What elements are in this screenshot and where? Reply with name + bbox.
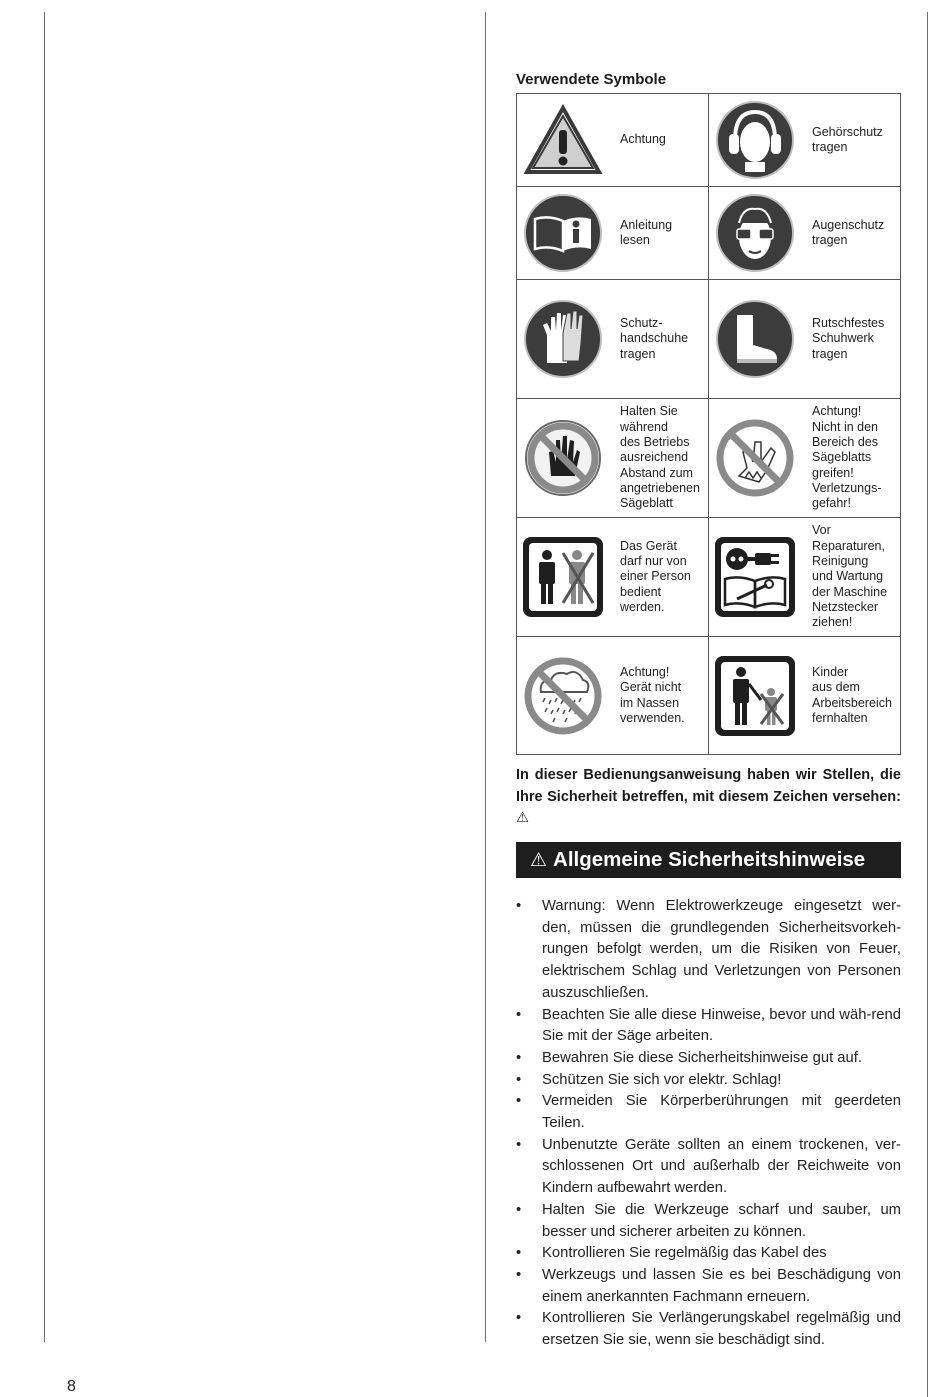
symbol-cell — [709, 399, 901, 518]
bullet-marker: • — [516, 1006, 522, 1023]
bullet-marker: • — [516, 898, 522, 914]
symbol-label: Kinder aus dem Arbeitsbereich fernhalten — [812, 664, 892, 725]
symbol-cell — [517, 637, 709, 755]
symbol-cell — [709, 280, 901, 399]
symbol-label: Achtung — [620, 132, 666, 147]
keep-children-away-icon — [709, 650, 801, 742]
eye-protection-icon — [709, 187, 801, 279]
symbols-row — [517, 399, 901, 518]
symbol-cell — [709, 637, 901, 755]
safety-boots-icon — [709, 293, 801, 385]
left-margin-line — [44, 12, 45, 1342]
protective-gloves-icon — [517, 293, 609, 385]
symbol-cell — [517, 187, 709, 280]
bullet-marker: • — [516, 1093, 522, 1110]
section-title: Allgemeine Sicherheitshinweise — [553, 848, 866, 871]
list-item — [516, 1070, 901, 1092]
section-banner — [516, 842, 901, 878]
list-item — [516, 1308, 901, 1351]
page-number: 8 — [67, 1378, 76, 1395]
no-reach-saw-blade-icon — [709, 412, 801, 504]
symbol-cell — [709, 94, 901, 187]
symbol-label: Rutschfestes Schuhwerk tragen — [812, 316, 885, 361]
read-manual-icon — [517, 187, 609, 279]
symbol-label: Vor Reparaturen, Reinigung und Wartung der Maschine Netzstecker ziehen! — [812, 523, 888, 630]
symbols-row — [517, 187, 901, 280]
symbol-label: Anleitung lesen — [620, 217, 673, 247]
symbol-label: Schutz- handschuhe tragen — [620, 316, 689, 361]
no-rain-icon — [517, 650, 609, 742]
symbol-label: Das Gerät darf nur von einer Person bedient werden. — [620, 538, 691, 614]
symbol-label: Achtung! Nicht in den Bereich des Sägeblatts greifen! Verletzungs- gefahr! — [812, 404, 882, 511]
bullet-text: Unbenutzte Geräte sollten an einem trockenen, ver-schlossenen Ort und außerhalb der Reichweite von Kindern aufbewahrt werden. — [542, 1136, 901, 1197]
bullet-text: Beachten Sie alle diese Hinweise, bevor und wäh-rend Sie mit der Säge arbeiten. — [542, 1006, 901, 1045]
symbol-cell — [517, 518, 709, 637]
list-item — [516, 1091, 901, 1134]
bullet-marker: • — [516, 1201, 522, 1218]
warning-icon: ⚠ — [530, 849, 548, 871]
bullet-text: Bewahren Sie diese Sicherheitshinweise gut auf. — [542, 1049, 862, 1066]
bullet-marker: • — [516, 1071, 522, 1088]
list-item — [516, 1265, 901, 1308]
symbol-cell — [709, 518, 901, 637]
list-item — [516, 896, 901, 1005]
symbol-cell — [517, 94, 709, 187]
ear-protection-icon — [709, 94, 801, 186]
symbols-row — [517, 518, 901, 637]
symbols-row — [517, 637, 901, 755]
single-operator-icon — [517, 531, 609, 623]
right-margin-line — [927, 12, 928, 1397]
warning-triangle-icon — [517, 94, 609, 186]
list-item — [516, 1243, 901, 1265]
list-item — [516, 1200, 901, 1243]
symbol-cell — [517, 399, 709, 518]
symbols-row — [517, 280, 901, 399]
column-divider-line — [485, 12, 486, 1342]
symbol-label: Gehörschutz tragen — [812, 124, 883, 154]
symbol-label: Augenschutz tragen — [812, 217, 885, 247]
symbols-table — [516, 93, 901, 755]
symbols-row — [517, 94, 901, 187]
symbol-label: Halten Sie während des Betriebs ausreichend Abstand zum angetriebenen Sägeblatt — [620, 404, 700, 511]
list-item — [516, 1048, 901, 1070]
bullet-text: Vermeiden Sie Körperberührungen mit geerdeten Teilen. — [542, 1093, 901, 1132]
bullet-text: Kontrollieren Sie Verlängerungskabel regelmäßig und ersetzen Sie sie, wenn sie beschädigt sind. — [542, 1310, 901, 1349]
bullet-text: Kontrollieren Sie regelmäßig das Kabel des — [542, 1245, 827, 1262]
list-item — [516, 1005, 901, 1048]
bullet-marker: • — [516, 1049, 522, 1066]
list-item — [516, 1135, 901, 1200]
symbol-cell — [517, 280, 709, 399]
bullet-marker: • — [516, 1245, 522, 1262]
bullet-text: Werkzeugs und lassen Sie es bei Beschädigung von einem anerkannten Fachmann erneuern. — [542, 1266, 901, 1305]
bullet-marker: • — [516, 1136, 522, 1153]
safety-bullet-list — [516, 896, 901, 1352]
intro-paragraph: In dieser Bedienungsanweisung haben wir Stellen, die Ihre Sicherheit betreffen, mit diesem Zeichen versehen: ⚠ — [516, 767, 901, 826]
symbol-label: Achtung! Gerät nicht im Nassen verwenden. — [620, 664, 685, 725]
bullet-text: Warnung: Wenn Elektrowerkzeuge eingesetzt wer-den, müssen die grundlegenden Sicherheitsvorkeh-rungen befolgt werden, um die Risiken von Feuer, elektrischem Schlag und Verletzungen von Personen auszuschließen. — [542, 898, 901, 1001]
symbol-cell — [709, 187, 901, 280]
no-hand-distance-icon — [517, 412, 609, 504]
bullet-marker: • — [516, 1310, 522, 1327]
bullet-text: Halten Sie die Werkzeuge scharf und sauber, um besser und sicherer arbeiten zu können. — [542, 1201, 901, 1240]
symbols-heading: Verwendete Symbole — [516, 71, 667, 88]
bullet-marker: • — [516, 1266, 522, 1283]
unplug-before-maintenance-icon — [709, 531, 801, 623]
bullet-text: Schützen Sie sich vor elektr. Schlag! — [542, 1071, 782, 1088]
